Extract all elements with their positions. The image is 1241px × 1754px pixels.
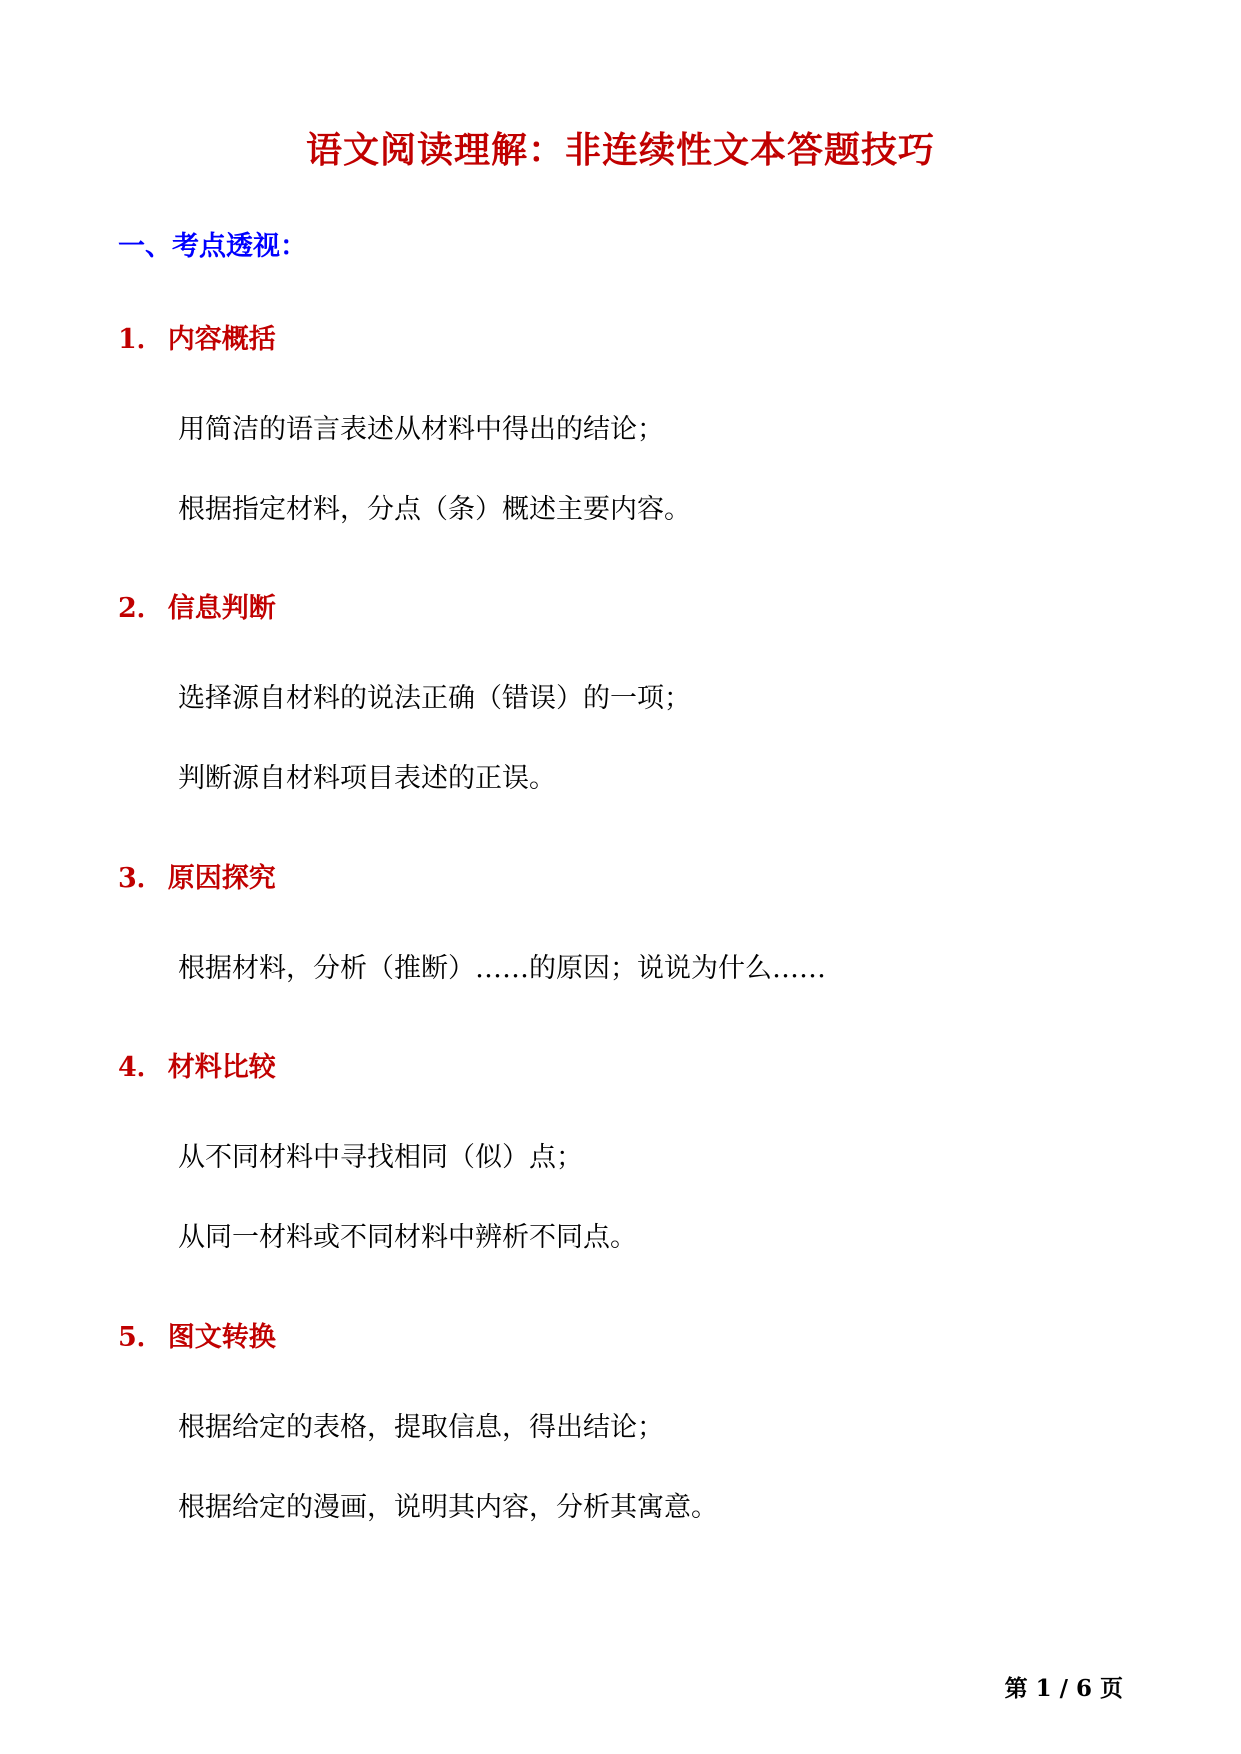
body-line: 根据给定的表格，提取信息，得出结论； [178, 1412, 664, 1443]
body-line: 根据材料，分析（推断）……的原因；说说为什么…… [178, 953, 826, 984]
body-line: 从同一材料或不同材料中辨析不同点。 [178, 1222, 637, 1253]
item-heading-5 [118, 1315, 276, 1354]
section-heading: 一、考点透视： [118, 231, 307, 262]
body-line: 根据指定材料，分点（条）概述主要内容。 [178, 494, 691, 525]
item-title: 信息判断 [167, 593, 276, 624]
body-line: 判断源自材料项目表述的正误。 [178, 763, 556, 794]
page-number-footer [1001, 1670, 1127, 1703]
item-heading-4 [118, 1045, 276, 1084]
item-number: 3． [118, 863, 164, 894]
item-heading-2 [118, 586, 276, 625]
item-heading-1 [118, 317, 276, 356]
item-title: 图文转换 [167, 1322, 276, 1353]
item-number: 5． [118, 1322, 164, 1353]
item-heading-3 [118, 856, 276, 895]
item-number: 1． [118, 324, 164, 355]
page-separator: / [1059, 1675, 1068, 1702]
item-title: 内容概括 [167, 324, 276, 355]
item-title: 材料比较 [167, 1052, 276, 1083]
page-prefix: 第 [1004, 1675, 1028, 1702]
body-line: 选择源自材料的说法正确（错误）的一项； [178, 683, 691, 714]
item-number: 4． [118, 1052, 164, 1083]
page-title: 语文阅读理解：非连续性文本答题技巧 [305, 129, 935, 171]
current-page: 1 [1035, 1675, 1052, 1702]
total-pages: 6 [1075, 1675, 1092, 1702]
page-suffix: 页 [1100, 1675, 1123, 1702]
body-line: 根据给定的漫画，说明其内容，分析其寓意。 [178, 1492, 718, 1523]
body-line: 从不同材料中寻找相同（似）点； [178, 1142, 583, 1173]
item-number: 2． [118, 593, 164, 624]
item-title: 原因探究 [167, 863, 276, 894]
body-line: 用简洁的语言表述从材料中得出的结论； [178, 414, 664, 445]
